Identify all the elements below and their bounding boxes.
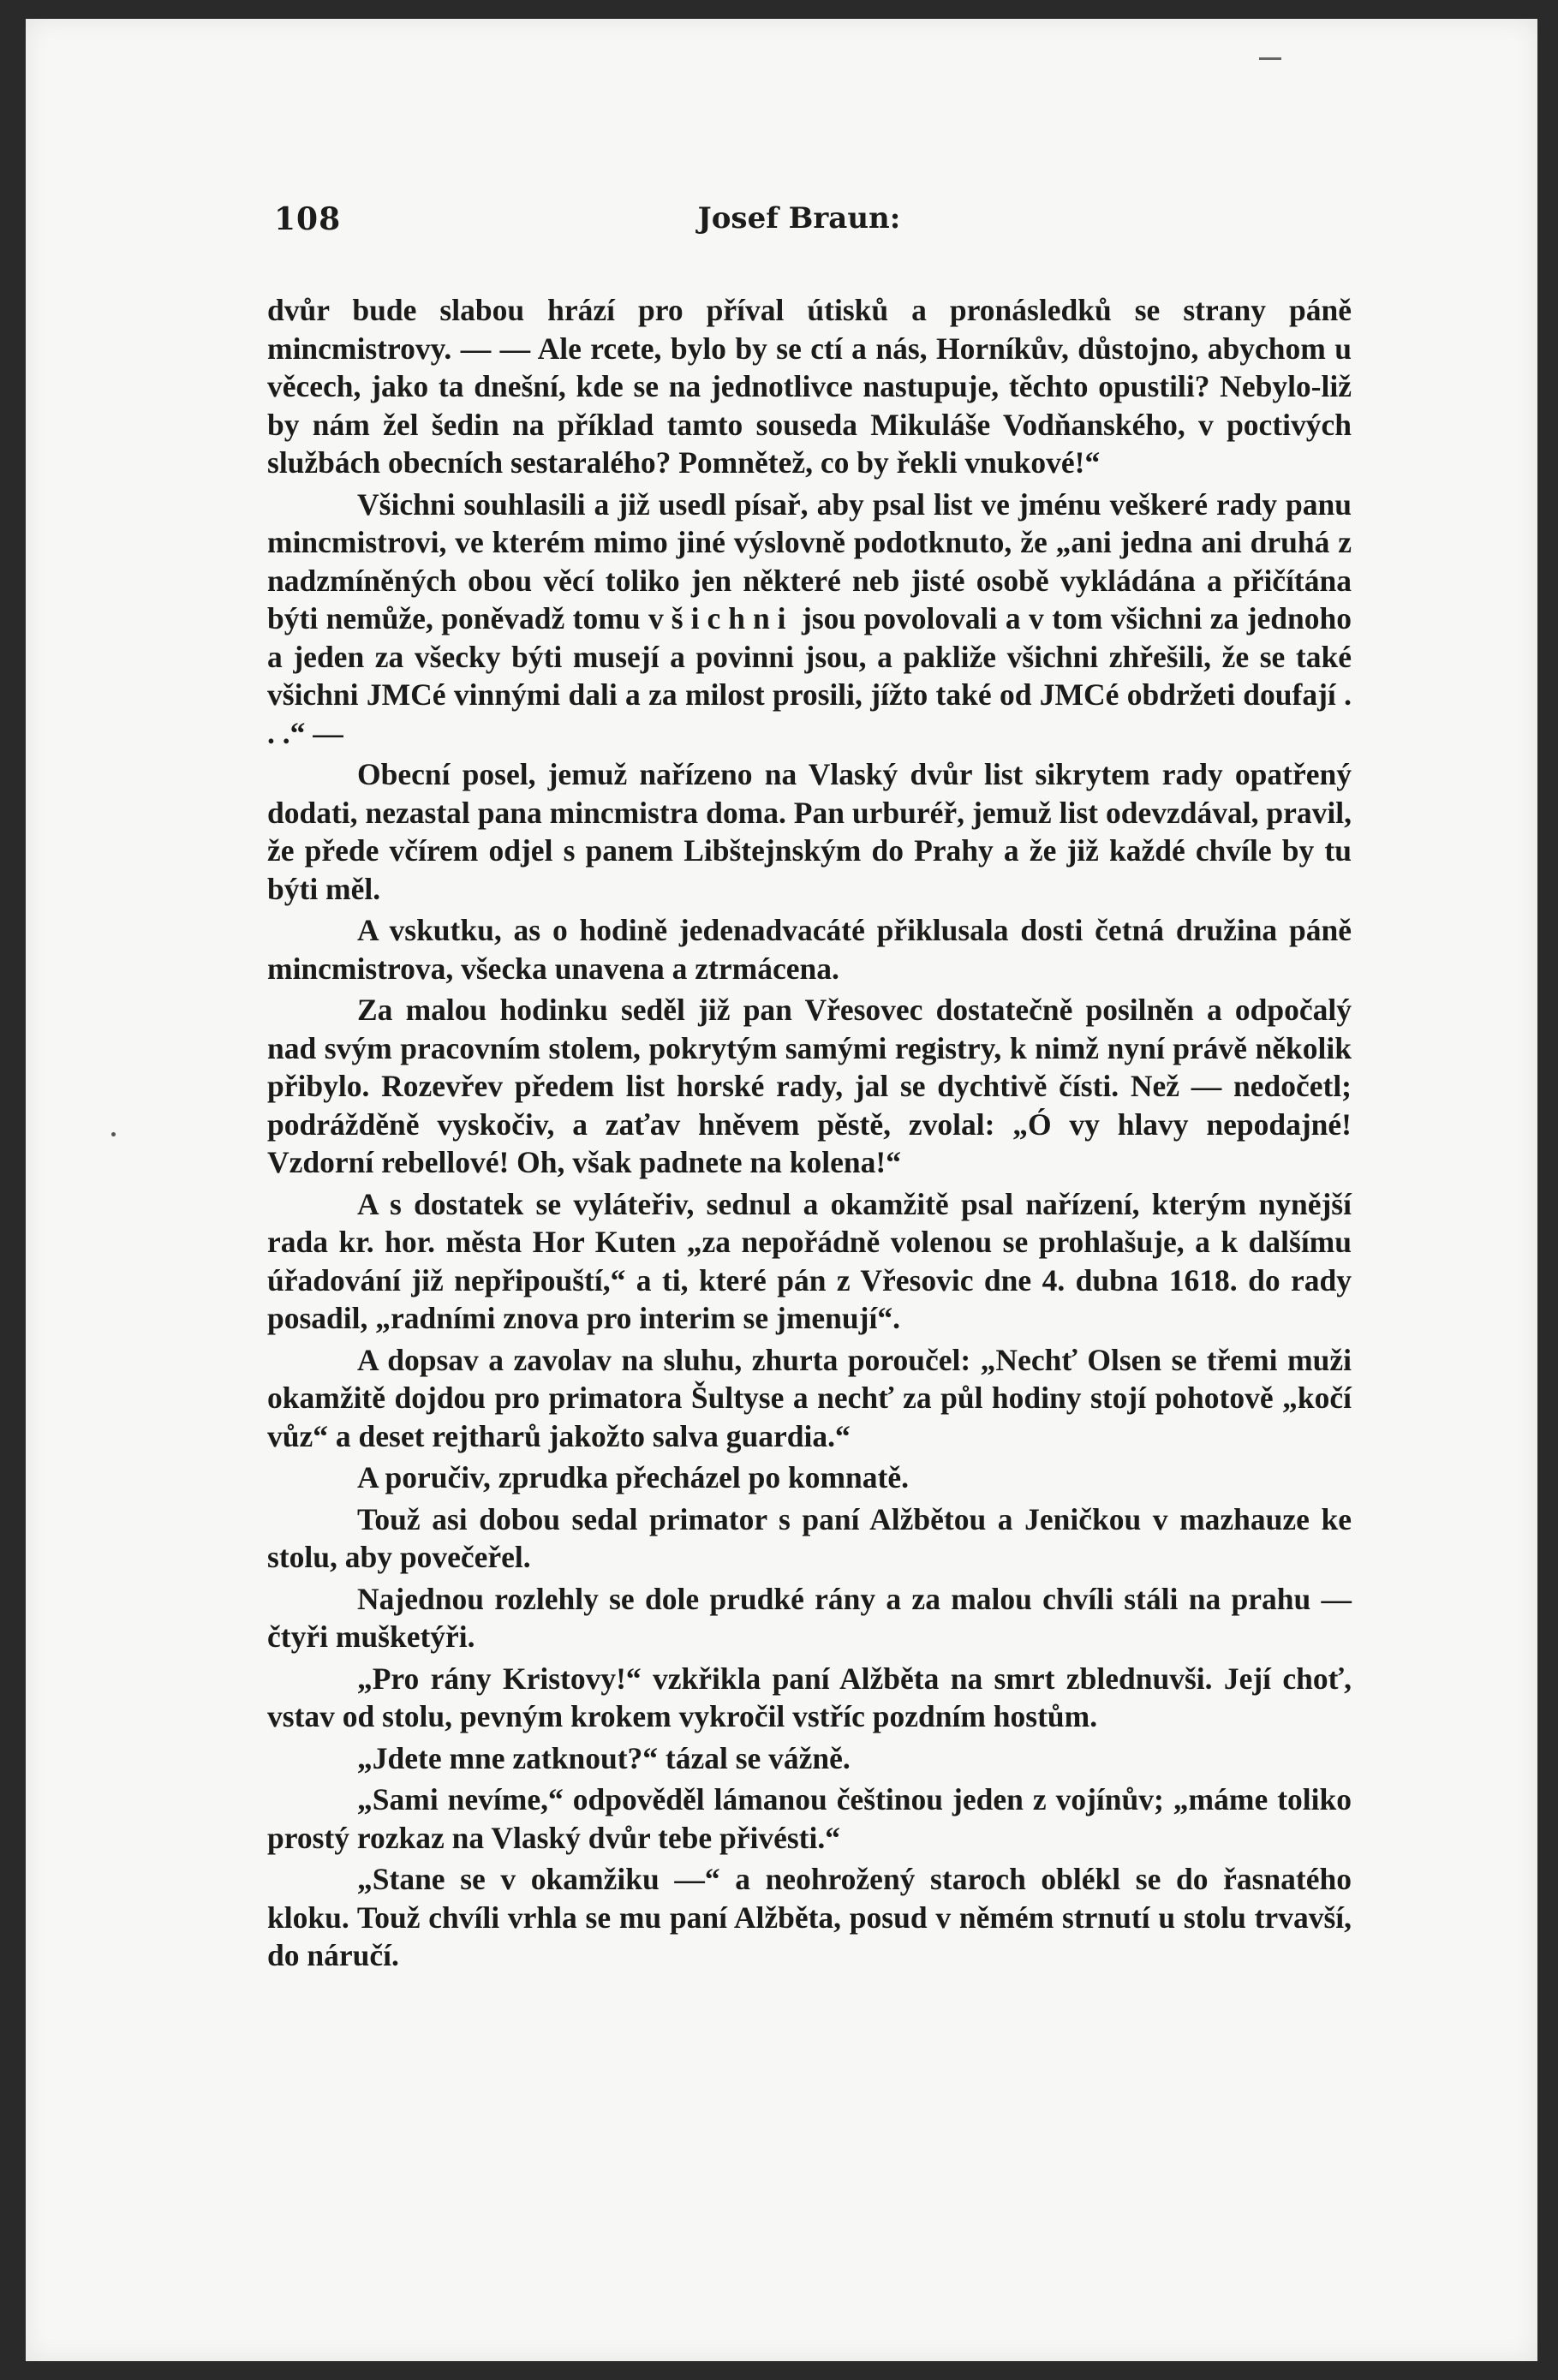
running-head: Josef Braun: <box>697 201 901 236</box>
page-number: 108 <box>274 201 342 237</box>
page-header <box>247 201 1352 253</box>
paragraph: A dopsav a zavolav na sluhu, zhurta poroučel: „Nechť Olsen se třemi muži okamžitě dojdou pro primatora Šultyse a nechť za půl hodiny stojí pohotově „kočí vůz“ a deset rejtharů jakožto salva guardia.“ <box>267 1342 1352 1453</box>
paragraph: Touž asi dobou sedal primator s paní Alžbětou a Jeničkou v mazhauze ke stolu, aby povečeřel. <box>267 1501 1352 1574</box>
paragraph: „Pro rány Kristovy!“ vzkřikla paní Alžběta na smrt zblednuvši. Její choť, vstav od stolu, pevným krokem vykročil vstříc pozdním hostům. <box>267 1661 1352 1733</box>
paragraph-text: Všichni souhlasili a již usedl písař, aby psal list ve jménu veškeré rady panu mincmistrovi, ve kterém mimo jiné výslovně podotknuto, že „ani jedna ani druhá z nadzmíněných obou věcí toliko jen některé neb jisté osobě vykládána a přičítána býti nemůže, poněvadž tomu <box>267 486 1352 635</box>
paragraph: Za malou hodinku seděl již pan Vřesovec dostatečně posilněn a odpočalý nad svým pracovním stolem, pokrytým samými registry, k nimž nyní právě několik přibylo. Rozevřev předem list horské rady, jal se dychtivě čísti. Než — nedočetl; podrážděně vyskočiv, a zaťav hněvem pěstě, zvolal: „Ó vy hlavy nepodajné! Vzdorní rebellové! Oh, však padnete na kolena!“ <box>267 993 1352 1179</box>
scan-mark <box>1259 57 1281 60</box>
paragraph <box>267 486 1352 753</box>
paragraph-text: jsou povolovali a v tom všichni za jednoho a jeden za všecky býti musejí a povinni jsou, a pakliže všichni zhřešili, že se také všichni JMCé vinnými dali a za milost prosili, jížto také od JMCé obdržeti doufají . . .“ — <box>267 601 1352 750</box>
emphasized-word: všichni <box>648 601 794 635</box>
paragraph: „Stane se v okamžiku —“ a neohrožený staroch oblékl se do řasnatého kloku. Touž chvíli vrhla se mu paní Alžběta, posud v němém strnutí u stolu trvavší, do náručí. <box>267 1862 1352 1972</box>
paragraph: „Jdete mne zatknout?“ tázal se vážně. <box>357 1740 851 1775</box>
paragraph: „Sami nevíme,“ odpověděl lámanou češtinou jeden z vojínův; „máme toliko prostý rozkaz na Vlaský dvůr tebe přivésti.“ <box>267 1782 1352 1855</box>
paragraph: dvůr bude slabou hrází pro příval útisků a pronásledků se strany páně mincmistrovy. — — Ale rcete, bylo by se ctí a nás, Horníkův, důstojno, abychom u věcech, jako ta dnešní, kde se na jednotlivce nastupuje, těchto opustili? Nebylo-liž by nám žel šedin na příklad tamto souseda Mikuláše Vodňanského, v poctivých službách obecních sestaralého? Pomnětež, co by řekli vnukové!“ <box>267 293 1352 480</box>
paragraph: Najednou rozlehly se dole prudké rány a za malou chvíli stáli na prahu — čtyři mušketýři. <box>267 1581 1352 1654</box>
body-text <box>267 291 1352 1978</box>
paragraph: A poručiv, zprudka přecházel po komnatě. <box>357 1460 909 1494</box>
paragraph: Obecní posel, jemuž nařízeno na Vlaský dvůr list sikrytem rady opatřený dodati, nezastal pana mincmistra doma. Pan urburéř, jemuž list odevzdával, pravil, že přede včírem odjel s panem Libštejnským do Prahy a že již každé chvíle by tu býti měl. <box>267 757 1352 906</box>
paragraph: A vskutku, as o hodině jedenadvacáté přiklusala dosti četná družina páně mincmistrova, všecka unavena a ztrmácena. <box>267 913 1352 986</box>
scan-speck <box>111 1132 116 1136</box>
paragraph: A s dostatek se vyláteřiv, sednul a okamžitě psal nařízení, kterým nynější rada kr. hor. města Hor Kuten „za nepořádně volenou se prohlašuje, a k dalšímu úřadování již nepřipouští,“ a ti, které pán z Vřesovic dne 4. dubna 1618. do rady posadil, „radními znova pro interim se jmenují“. <box>267 1186 1352 1335</box>
